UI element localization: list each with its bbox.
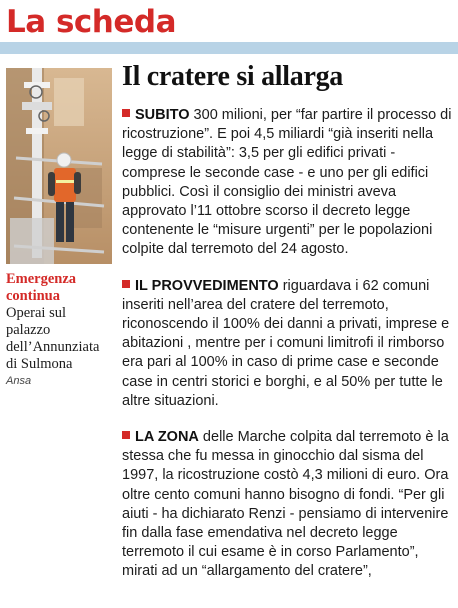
paragraph-provvedimento: [122, 277, 452, 411]
section-title: La scheda: [6, 4, 176, 40]
article-headline: Il cratere si allarga: [122, 61, 343, 92]
paragraph-subito: [122, 106, 452, 260]
bullet-square-icon: [122, 280, 130, 288]
section-header: [0, 0, 458, 58]
caption-text: Operai sul palazzo dell’Annunziata di Sulmona: [6, 305, 100, 372]
paragraph-lead: IL PROVVEDIMENTO: [135, 277, 279, 294]
bullet-square-icon: [122, 431, 130, 439]
bullet-square-icon: [122, 109, 130, 117]
header-bar: [0, 42, 458, 54]
paragraph-lead: LA ZONA: [135, 429, 199, 446]
paragraph-text: riguardava i 62 comuni inseriti nell’area del cratere del terremoto, riconoscendo il 100% dei danni a privati, imprese e abitazioni , mentre per i comuni limitrofi il rimborso era pari al 100% in caso di prime case e seconde case in centri storici e borghi, e al 50% per tutte le altre situazioni.: [122, 277, 450, 409]
paragraph-text: delle Marche colpita dal terremoto è la stessa che fu messa in ginocchio dal sisma del 1997, la ricostruzione costò 4,3 milioni di euro. Ora oltre cento comuni hanno bisogno di fondi. “Per gli aiuti - ha dichiarato Renzi - pensiamo di intervenire fin dalla fase emendativa nel decreto legge terremoto il cui esame è in corso Parlamento”, mirati ad un “allargamento del cratere”,: [122, 429, 449, 580]
photo-caption: [6, 271, 112, 387]
paragraph-lead: SUBITO: [135, 107, 190, 123]
paragraph-zona: [122, 428, 452, 582]
paragraph-text: 300 milioni, per “far partire il processo di ricostruzione”. E poi 4,5 miliardi “già inseriti nella legge di stabilità”: 3,5 per gli edifici privati - comprese le seconde case - e uno per gli edifici pubblici. Così il consiglio dei ministri aveva approvato l’11 ottobre scorso il decreto legge contenente le “misure urgenti” per le popolazioni colpite dal terremoto del 24 agosto.: [122, 107, 452, 258]
photo-credit: Ansa: [6, 375, 32, 387]
article-body: [122, 60, 452, 599]
caption-kicker: Emergenza continua: [6, 271, 77, 304]
news-photo: [6, 68, 112, 264]
photo-illustration: [6, 68, 112, 264]
